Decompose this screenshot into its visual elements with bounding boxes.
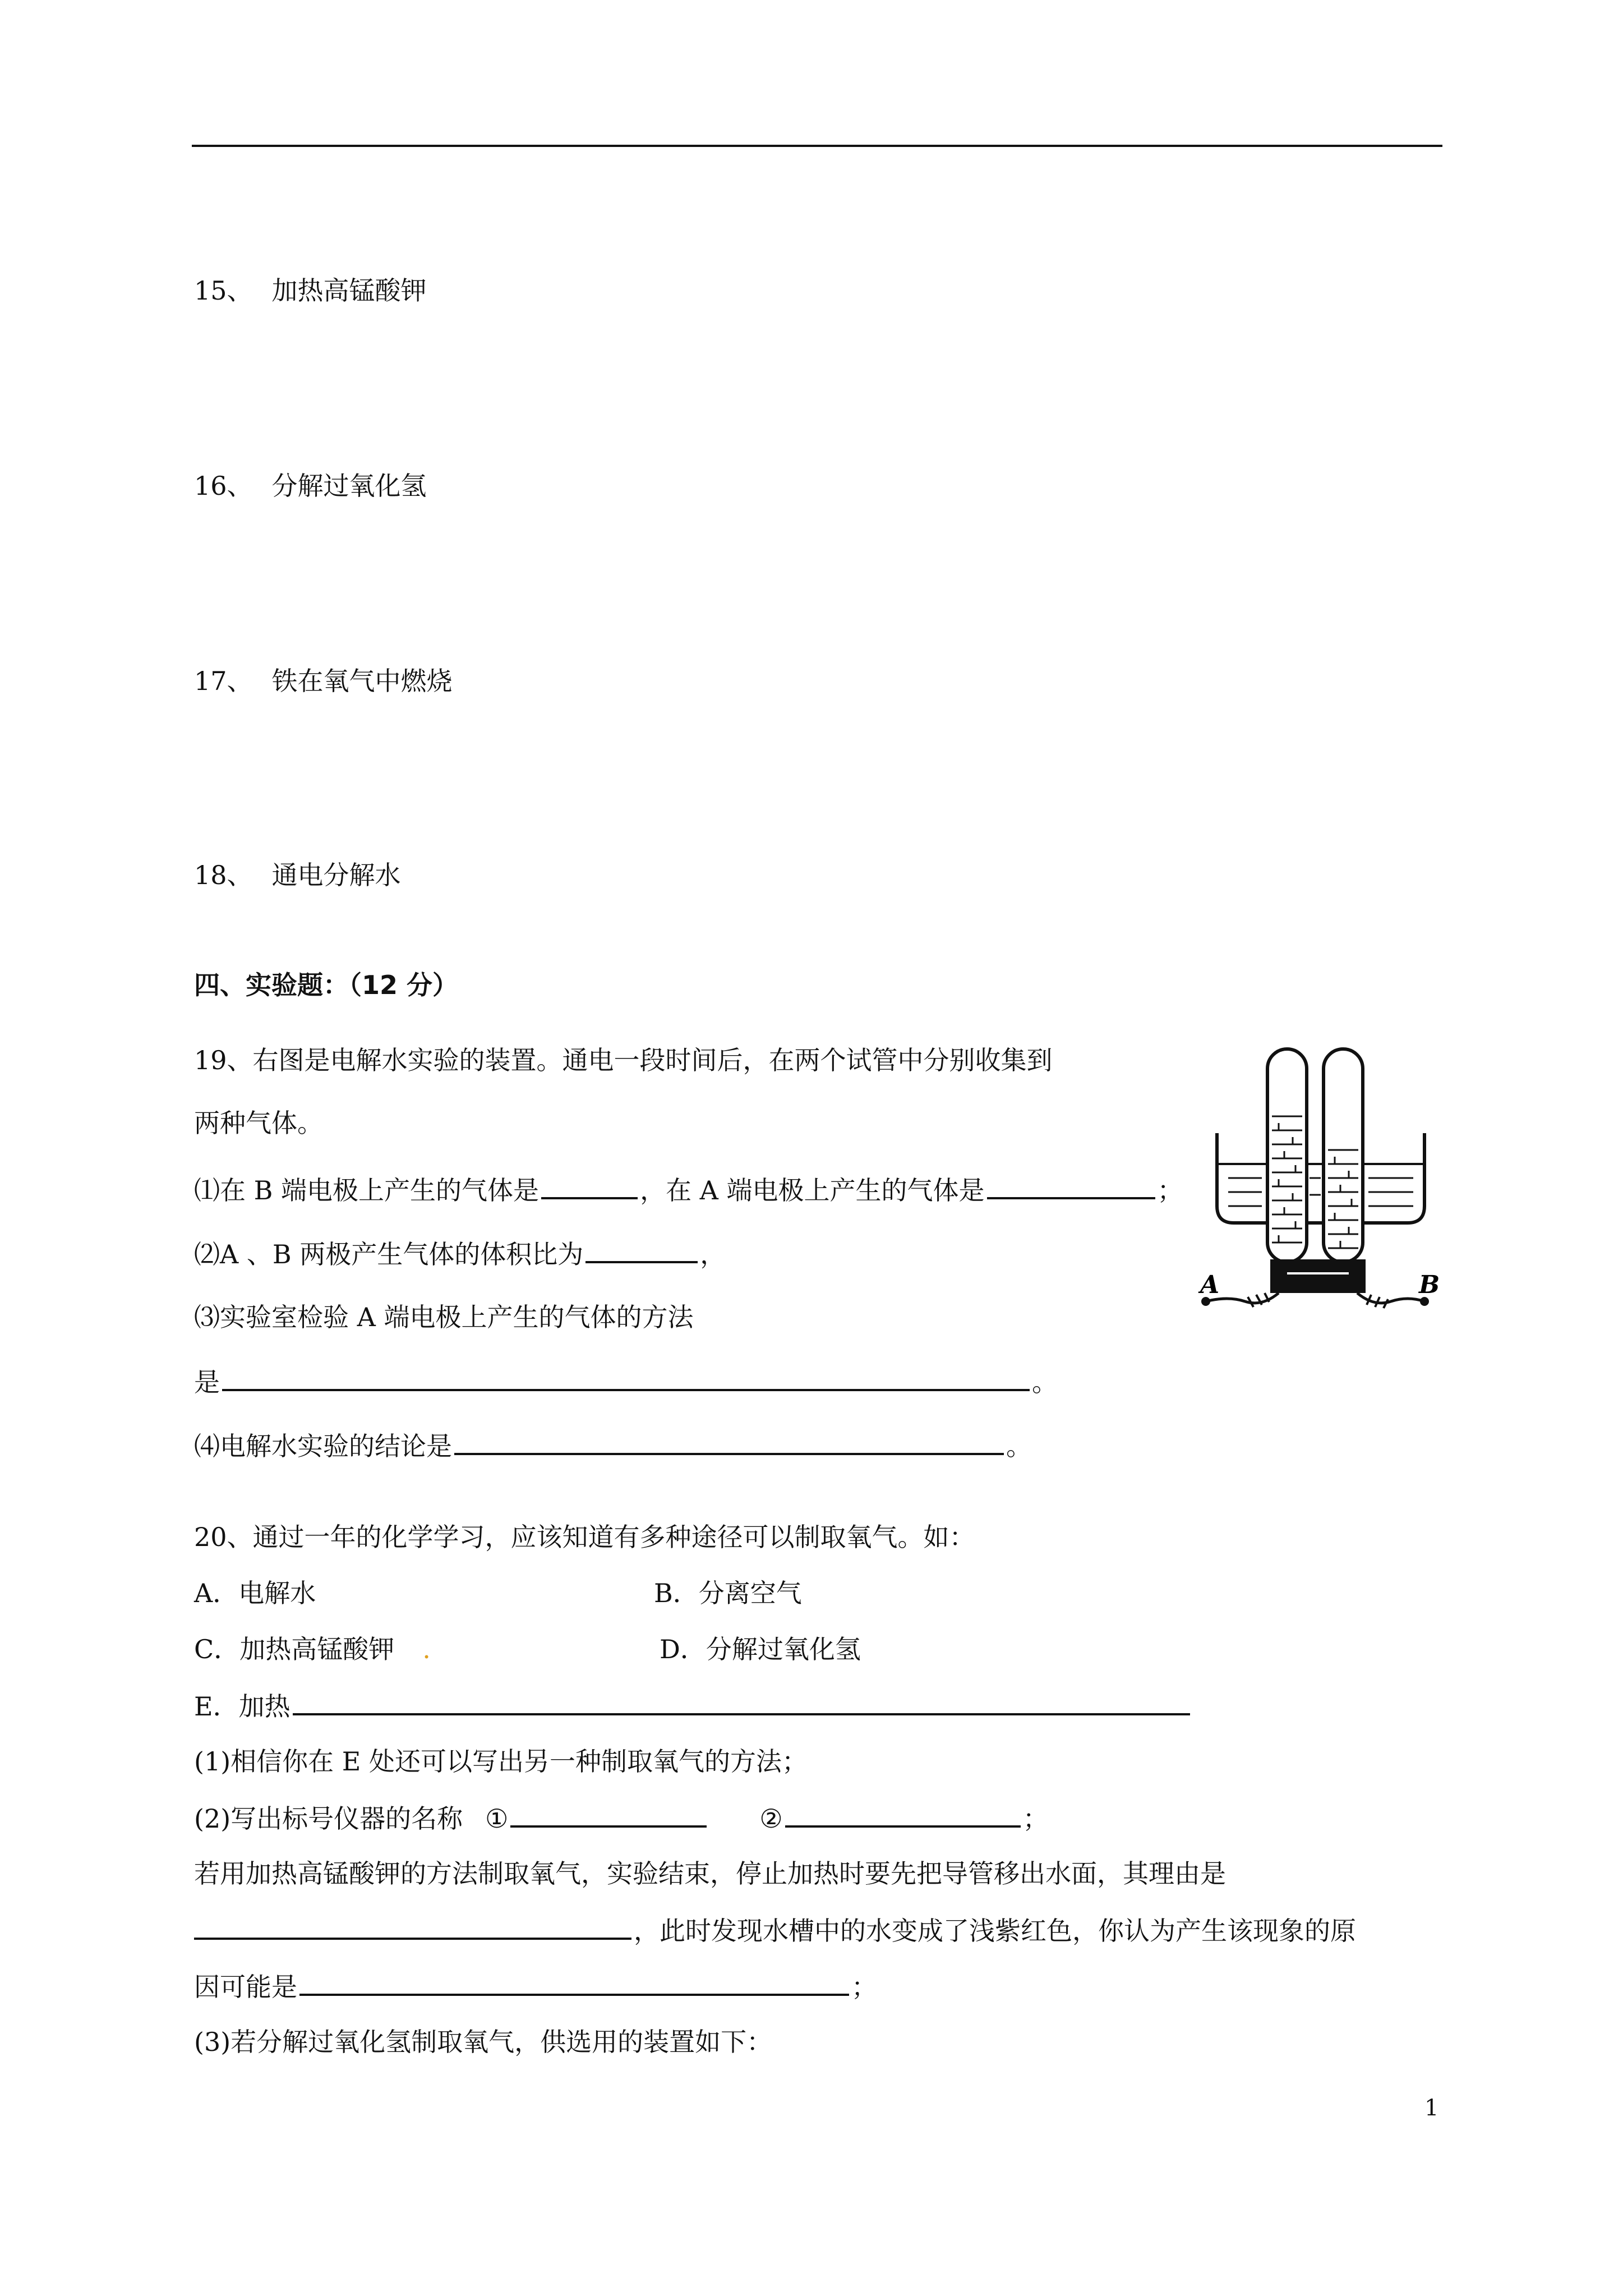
q19-p1-text-a: ⑴在 B 端电极上产生的气体是: [194, 1175, 540, 1205]
item-18: [194, 858, 401, 892]
q20-s2-text-a: (2)写出标号仪器的名称: [194, 1803, 463, 1834]
section-title: 四、实验题：（12 分）: [194, 970, 459, 1000]
q20-sub-4: [194, 1913, 1356, 1948]
q19-part-2: [194, 1236, 726, 1271]
q20-option-a: A．电解水: [194, 1578, 316, 1608]
item-17: [194, 664, 453, 698]
electrolysis-apparatus-figure: [1195, 1038, 1464, 1329]
answer-blank[interactable]: [293, 1688, 1190, 1715]
item-15: [194, 274, 427, 307]
q19-intro-1: 19、右图是电解水实验的装置。通电一段时间后，在两个试管中分别收集到: [194, 1045, 1053, 1075]
q20-s5-text-b: ；: [851, 1972, 877, 2002]
answer-blank[interactable]: [454, 1428, 1004, 1455]
q20-sub-2: [194, 1801, 1049, 1835]
answer-blank[interactable]: [510, 1801, 707, 1828]
q19-p3-text-b: 是: [194, 1367, 220, 1397]
q19-p2-text-a: ⑵A 、B 两极产生气体的体积比为: [194, 1239, 584, 1269]
item-text: 通电分解水: [271, 860, 401, 890]
answer-blank[interactable]: [987, 1172, 1155, 1199]
q19-part-3: ⑶实验室检验 A 端电极上产生的气体的方法: [194, 1302, 694, 1332]
stray-dot: .: [422, 1634, 431, 1664]
page-number: 1: [1424, 2095, 1439, 2121]
answer-blank[interactable]: [585, 1236, 698, 1263]
q20-s4-text: ，此时发现水槽中的水变成了浅紫红色，你认为产生该现象的原: [634, 1916, 1356, 1946]
q20-sub-6: (3)若分解过氧化氢制取氧气，供选用的装置如下：: [194, 2027, 773, 2057]
q20-s2-mark-2: ②: [759, 1803, 783, 1834]
item-text: 铁在氧气中燃烧: [271, 666, 453, 696]
q19-part-1: [194, 1172, 1183, 1207]
q20-s2-mark-1: ①: [485, 1803, 509, 1834]
item-text: 分解过氧化氢: [271, 471, 427, 501]
q20-intro: 20、通过一年的化学学习，应该知道有多种途径可以制取氧气。如：: [194, 1522, 975, 1552]
q19-p4-text-b: 。: [1006, 1431, 1032, 1461]
q19-p3-text-c: 。: [1032, 1367, 1058, 1397]
q19-p2-text-b: ，: [700, 1239, 726, 1269]
item-16: [194, 469, 427, 503]
q20-option-e: [194, 1688, 1192, 1723]
item-number: 16、: [194, 471, 253, 501]
q20-sub-5: [194, 1969, 877, 2004]
answer-blank[interactable]: [541, 1172, 638, 1199]
q20-option-e-text: E．加热: [194, 1691, 291, 1722]
q19-intro-2: 两种气体。: [194, 1108, 323, 1138]
answer-blank[interactable]: [194, 1913, 631, 1940]
label-a: A: [1200, 1271, 1220, 1299]
q19-p1-text-b: ，在 A 端电极上产生的气体是: [640, 1175, 985, 1205]
header-rule: [192, 145, 1442, 147]
q20-option-b: B．分离空气: [654, 1578, 802, 1608]
q19-part-4: [194, 1428, 1032, 1463]
item-number: 18、: [194, 860, 253, 890]
q20-sub-3: 若用加热高锰酸钾的方法制取氧气，实验结束，停止加热时要先把导管移出水面，其理由是: [194, 1858, 1226, 1889]
answer-blank[interactable]: [785, 1801, 1021, 1828]
q20-option-c: [194, 1632, 431, 1666]
q19-p4-text-a: ⑷电解水实验的结论是: [194, 1431, 452, 1461]
q19-p1-text-c: ；: [1157, 1175, 1183, 1205]
q20-sub-1: (1)相信你在 E 处还可以写出另一种制取氧气的方法；: [194, 1746, 808, 1777]
item-text: 加热高锰酸钾: [271, 275, 427, 306]
item-number: 17、: [194, 666, 253, 696]
q20-option-d: D．分解过氧化氢: [660, 1634, 861, 1664]
answer-blank[interactable]: [222, 1364, 1030, 1391]
item-number: 15、: [194, 275, 253, 306]
q20-s5-text-a: 因可能是: [194, 1972, 297, 2002]
label-b: B: [1419, 1271, 1440, 1299]
q19-part-3-answer: [194, 1364, 1058, 1399]
q20-option-c-text: C．加热高锰酸钾: [194, 1634, 395, 1664]
answer-blank[interactable]: [299, 1969, 849, 1996]
q20-s2-text-d: ；: [1022, 1803, 1049, 1834]
